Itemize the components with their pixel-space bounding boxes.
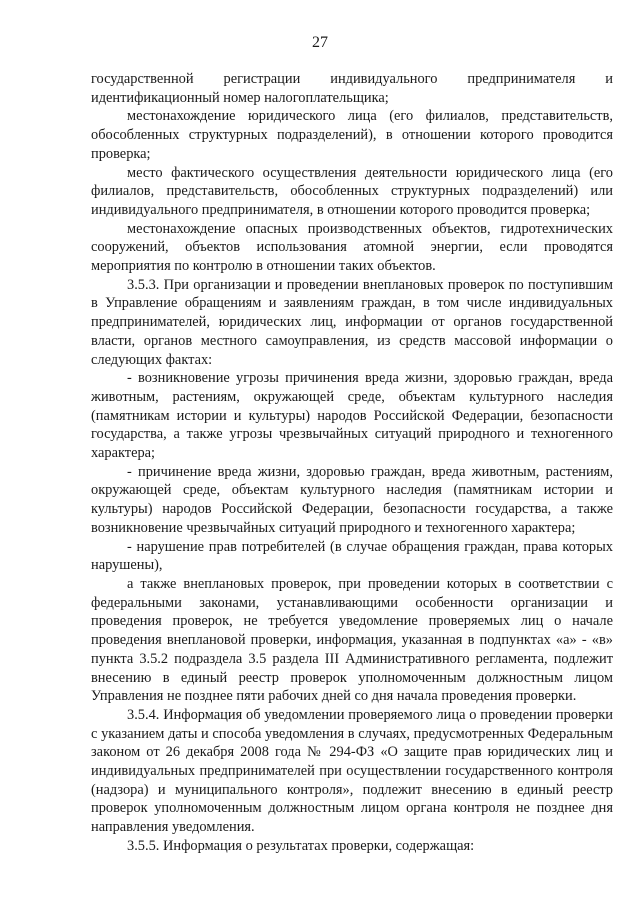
paragraph-legal-entity-location: местонахождение юридического лица (его филиалов, представительств, обособленных структурных подразделений), в отношении которого проводится проверка; bbox=[91, 108, 613, 162]
list-item-consumer-rights: - нарушение прав потребителей (в случае обращения граждан, права которых нарушены), bbox=[91, 538, 613, 574]
list-item-threat-of-harm: - возникновение угрозы причинения вреда жизни, здоровью граждан, вреда животным, растениям, окружающей среде, объектам культурного наследия (памятникам истории и культуры) народов Российской Федерации, безопасности государства, а также угрозы чрезвычайных ситуаций природного и техногенного характера; bbox=[91, 370, 613, 462]
list-item-infliction-of-harm: - причинение вреда жизни, здоровью граждан, вреда животным, растениям, окружающей среде, объектам культурного наследия (памятникам истории и культуры) народов Российской Федерации, безопасности государства, а также возникновение чрезвычайных ситуаций природного и техногенного характера; bbox=[91, 463, 613, 536]
paragraph-section-3-5-4: 3.5.4. Информация об уведомлении проверяемого лица о проведении проверки с указанием даты и способа уведомления в случаях, предусмотренных Федеральным законом от 26 декабря 2008 года № 294-ФЗ «О защите прав юридических лиц и индивидуальных предпринимателей при осуществлении государственного контроля (надзора) и муниципального контроля», подлежит внесению в единый реестр проверок уполномоченным должностным лицом органа контроля не позднее дня направления уведомления. bbox=[91, 706, 613, 836]
page-body bbox=[91, 70, 613, 856]
paragraph-section-3-5-5: 3.5.5. Информация о результатах проверки, содержащая: bbox=[127, 837, 475, 854]
paragraph-hazardous-objects-location: местонахождение опасных производственных объектов, гидротехнических сооружений, объектов использования атомной энергии, если проводятся мероприятия по контролю в отношении таких объектов. bbox=[91, 220, 613, 275]
paragraph-actual-activity-place: место фактического осуществления деятельности юридического лица (его филиалов, представительств, обособленных структурных подразделений) или индивидуального предпринимателя, в отношении которого проводится проверка; bbox=[91, 164, 613, 218]
paragraph-registration-continuation: государственной регистрации индивидуального предпринимателя и идентификационный номер налогоплательщика; bbox=[91, 71, 613, 106]
paragraph-unscheduled-inspections: а также внеплановых проверок, при проведении которых в соответствии с федеральными законами, устанавливающими особенности организации и проведения проверок, не требуется уведомление проверяемых лиц о начале проведения внеплановой проверки, информация, указанная в подпунктах «а» - «в» пункта 3.5.2 подраздела 3.5 раздела III Административного регламента, подлежит внесению в единый реестр проверок уполномоченным должностным лицом Управления не позднее пяти рабочих дней со дня начала проведения проверки. bbox=[91, 575, 613, 705]
page-number: 27 bbox=[312, 34, 328, 51]
paragraph-section-3-5-3: 3.5.3. При организации и проведении внеплановых проверок по поступившим в Управление обращениям и заявлениям граждан, в том числе индивидуальных предпринимателей, юридических лиц, информации от органов государственной власти, органов местного самоуправления, из средств массовой информации о следующих фактах: bbox=[91, 276, 613, 368]
